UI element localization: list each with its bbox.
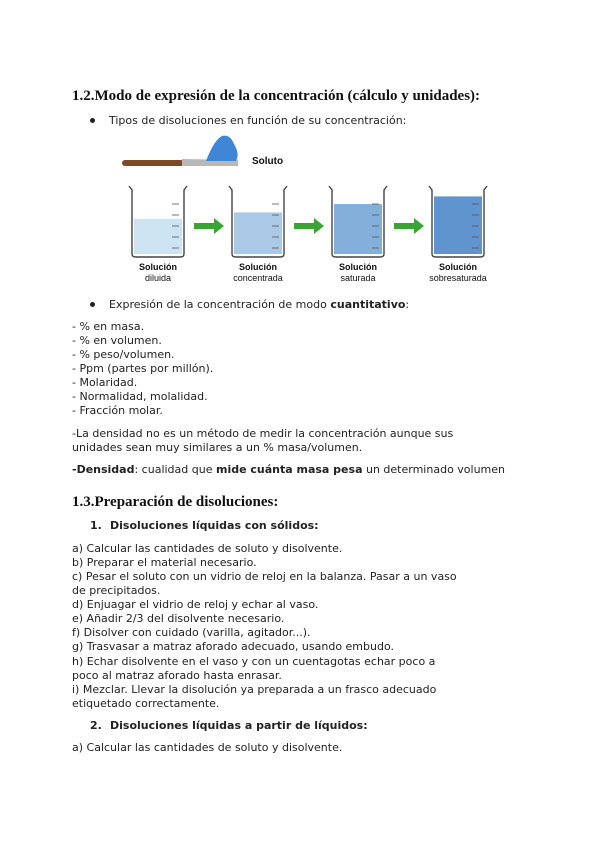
- step-line: a) Calcular las cantidades de soluto y disolvente.: [72, 741, 343, 754]
- step-line: h) Echar disolvente en el vaso y con un cuentagotas echar poco a: [72, 655, 436, 668]
- arrow-right-icon: [294, 218, 324, 234]
- section-title-1-2: 1.2.Modo de expresión de la concentración (cálculo y unidades):: [72, 88, 481, 104]
- arrow-right-icon: [194, 218, 224, 234]
- step-line: de precipitados.: [72, 584, 161, 597]
- density-def-end: un determinado volumen: [362, 463, 506, 476]
- step-line: c) Pesar el soluto con un vidrio de reloj en la balanza. Pasar a un vaso: [72, 570, 457, 583]
- density-definition: [72, 463, 505, 477]
- beaker-label-line1: Solución: [339, 262, 377, 272]
- beaker-label-line2: saturada: [340, 273, 376, 283]
- list-item: - Fracción molar.: [72, 404, 163, 417]
- beaker-label-line2: sobresaturada: [429, 273, 487, 283]
- step-line: d) Enjuagar el vidrio de reloj y echar al vaso.: [72, 598, 319, 611]
- beaker-label-line1: Solución: [139, 262, 177, 272]
- spatula-icon: [122, 136, 238, 166]
- bullet-types-text: Tipos de disoluciones en función de su concentración:: [109, 114, 407, 127]
- bullet-dot-icon: [90, 302, 95, 307]
- density-def-bold2: mide cuánta masa pesa: [215, 463, 363, 476]
- step-line: etiquetado correctamente.: [72, 697, 220, 710]
- step-line: f) Disolver con cuidado (varilla, agitador...).: [72, 626, 311, 639]
- density-def-bold: -Densidad: [72, 463, 135, 476]
- subsection-2-title: Disoluciones líquidas a partir de líquidos:: [110, 719, 368, 732]
- subsection-1-title: Disoluciones líquidas con sólidos:: [110, 519, 319, 532]
- beaker-3: [329, 186, 387, 283]
- step-line: a) Calcular las cantidades de soluto y disolvente.: [72, 542, 343, 555]
- step-line: i) Mezclar. Llevar la disolución ya preparada a un frasco adecuado: [72, 683, 437, 696]
- liquid: [434, 196, 482, 254]
- density-def-mid: : cualidad que: [134, 463, 216, 476]
- list-item: - % en masa.: [72, 320, 145, 333]
- subsection-2: [90, 719, 368, 732]
- bullet-quant-suffix: :: [405, 298, 410, 311]
- bullet-quant-bold: cuantitativo: [330, 298, 406, 311]
- density-note-line1: -La densidad no es un método de medir la concentración aunque sus: [72, 427, 454, 440]
- density-note-line2: unidades sean muy similares a un % masa/volumen.: [72, 441, 363, 454]
- beaker-label-line1: Solución: [439, 262, 477, 272]
- list-item: - Normalidad, molalidad.: [72, 390, 208, 403]
- step-line: g) Trasvasar a matraz aforado adecuado, usando embudo.: [72, 640, 394, 653]
- beaker-2: [229, 186, 287, 283]
- step-line: e) Añadir 2/3 del disolvente necesario.: [72, 612, 285, 625]
- arrow-right-icon: [394, 218, 424, 234]
- bullet-quant-prefix: Expresión de la concentración de modo: [109, 298, 331, 311]
- solute-label: Soluto: [252, 156, 284, 167]
- section-title-1-3: 1.3.Preparación de disoluciones:: [72, 494, 279, 510]
- list-item: - Molaridad.: [72, 376, 138, 389]
- beaker-4: [429, 186, 487, 283]
- list-item: - Ppm (partes por millón).: [72, 362, 214, 375]
- beaker-1: [129, 186, 187, 283]
- bullet-dot-icon: [90, 118, 95, 123]
- concentration-figure: [110, 132, 510, 292]
- bullet-quantitative: [90, 298, 409, 311]
- subsection-1-number: 1.: [90, 519, 102, 532]
- subsection-2-number: 2.: [90, 719, 102, 732]
- step-line: b) Preparar el material necesario.: [72, 556, 257, 569]
- bullet-types: [90, 114, 406, 127]
- beaker-label-line2: diluida: [144, 273, 172, 283]
- step-line: poco al matraz aforado hasta enrasar.: [72, 669, 282, 682]
- list-item: - % en volumen.: [72, 334, 162, 347]
- liquid: [134, 219, 182, 254]
- subsection-1: [90, 519, 319, 532]
- list-item: - % peso/volumen.: [72, 348, 175, 361]
- beaker-label-line2: concentrada: [233, 273, 283, 283]
- beaker-label-line1: Solución: [239, 262, 277, 272]
- liquid: [334, 204, 382, 254]
